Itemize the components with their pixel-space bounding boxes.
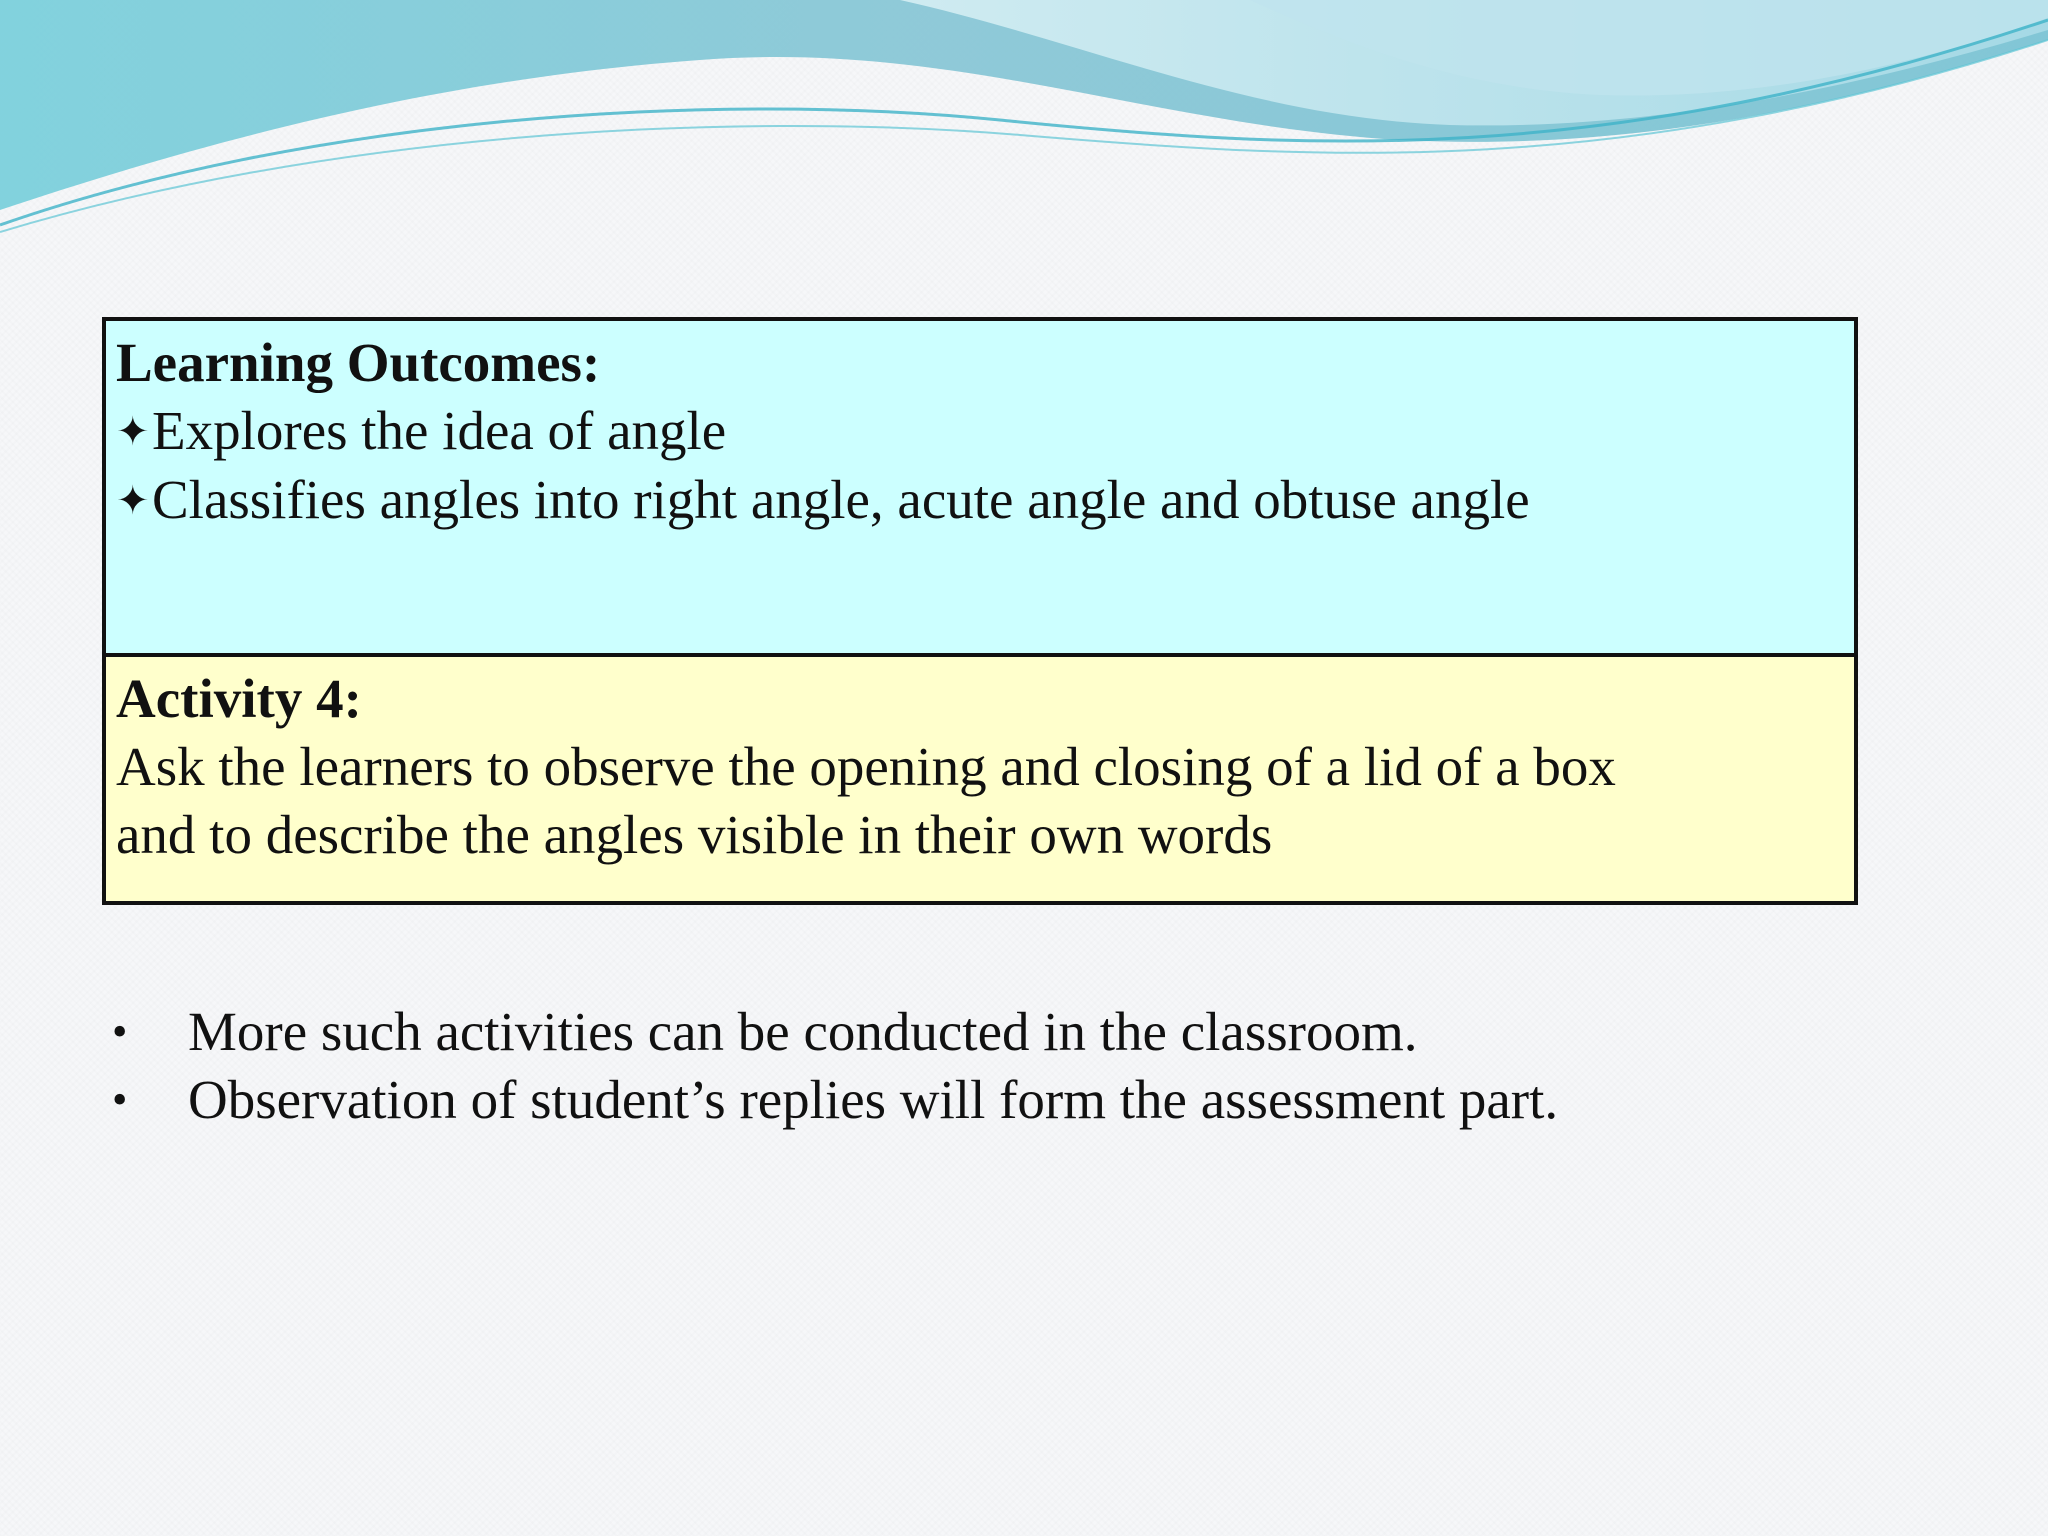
activity-instruction-line: and to describe the angles visible in their own words — [116, 804, 1273, 865]
note-text: More such activities can be conducted in the classroom. — [188, 1001, 1418, 1062]
note-text: Observation of student’s replies will form the assessment part. — [188, 1069, 1559, 1130]
activity-instruction-line: Ask the learners to observe the opening and closing of a lid of a box — [116, 736, 1616, 797]
four-pointed-star-icon: ✦ — [116, 478, 150, 523]
note-item — [108, 1066, 1908, 1134]
learning-outcomes-box — [102, 317, 1858, 657]
note-item — [108, 998, 1908, 1066]
header-wave-decoration — [0, 0, 2048, 260]
bullet-dot-icon: • — [112, 1007, 128, 1056]
four-pointed-star-icon: ✦ — [116, 409, 150, 454]
learning-outcome-text: Classifies angles into right angle, acute angle and obtuse angle — [152, 469, 1530, 530]
activity-title: Activity 4: — [116, 668, 362, 729]
activity-box — [102, 653, 1858, 905]
learning-outcome-text: Explores the idea of angle — [152, 400, 727, 461]
learning-outcome-item — [116, 397, 1844, 466]
notes-list — [108, 998, 1908, 1134]
learning-outcomes-title: Learning Outcomes: — [116, 332, 601, 393]
learning-outcome-item — [116, 466, 1844, 535]
bullet-dot-icon: • — [112, 1075, 128, 1124]
